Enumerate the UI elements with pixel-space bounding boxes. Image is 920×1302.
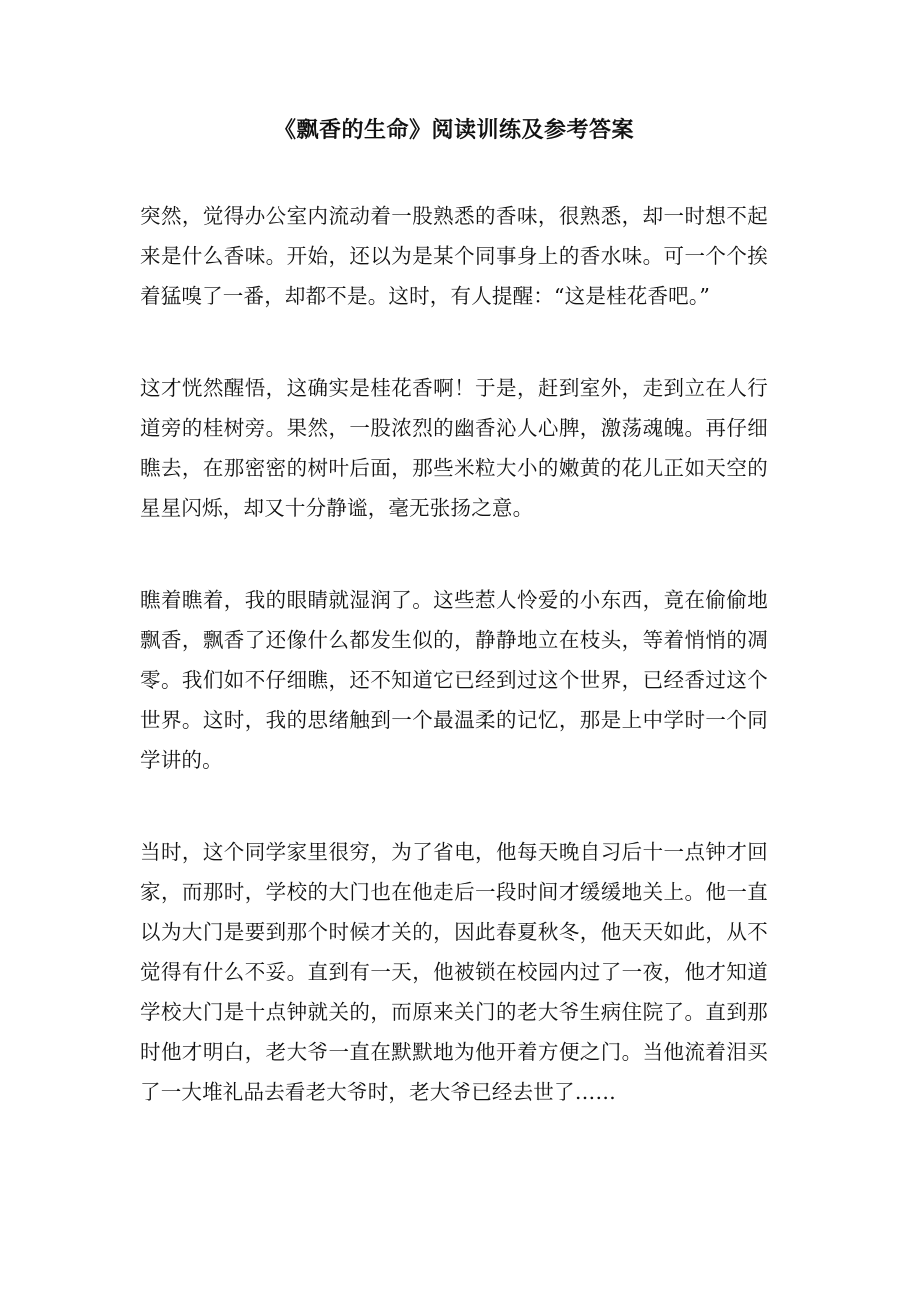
paragraph-3: 瞧着瞧着，我的眼睛就湿润了。这些惹人怜爱的小东西，竟在偷偷地飘香，飘香了还像什么都发生似的，静静地立在枝头，等着悄悄的凋零。我们如不仔细瞧，还不知道它已经到过这个世界，已经香过这个世界。这时，我的思绪触到一个最温柔的记忆，那是上中学时一个同学讲的。 [140, 588, 768, 772]
document-title: 《飘香的生命》阅读训练及参考答案 [273, 117, 634, 143]
paragraph-1: 突然，觉得办公室内流动着一股熟悉的香味，很熟悉，却一时想不起来是什么香味。开始，还以为是某个同事身上的香水味。可一个个挨着猛嗅了一番，却都不是。这时，有人提醒：“这是桂花香吧。” [140, 204, 768, 308]
document-body [140, 196, 768, 1112]
paragraph-4: 当时，这个同学家里很穷，为了省电，他每天晚自习后十一点钟才回家，而那时，学校的大门也在他走后一段时间才缓缓地关上。他一直以为大门是要到那个时候才关的，因此春夏秋冬，他天天如此，从不觉得有什么不妥。直到有一天，他被锁在校园内过了一夜，他才知道学校大门是十点钟就关的，而原来关门的老大爷生病住院了。直到那时他才明白，老大爷一直在默默地为他开着方便之门。当他流着泪买了一大堆礼品去看老大爷时，老大爷已经去世了…… [140, 840, 768, 1104]
paragraph-2: 这才恍然醒悟，这确实是桂花香啊！于是，赶到室外，走到立在人行道旁的桂树旁。果然，一股浓烈的幽香沁人心脾，激荡魂魄。再仔细瞧去，在那密密的树叶后面，那些米粒大小的嫩黄的花儿正如天空的星星闪烁，却又十分静谧，毫无张扬之意。 [140, 376, 768, 520]
